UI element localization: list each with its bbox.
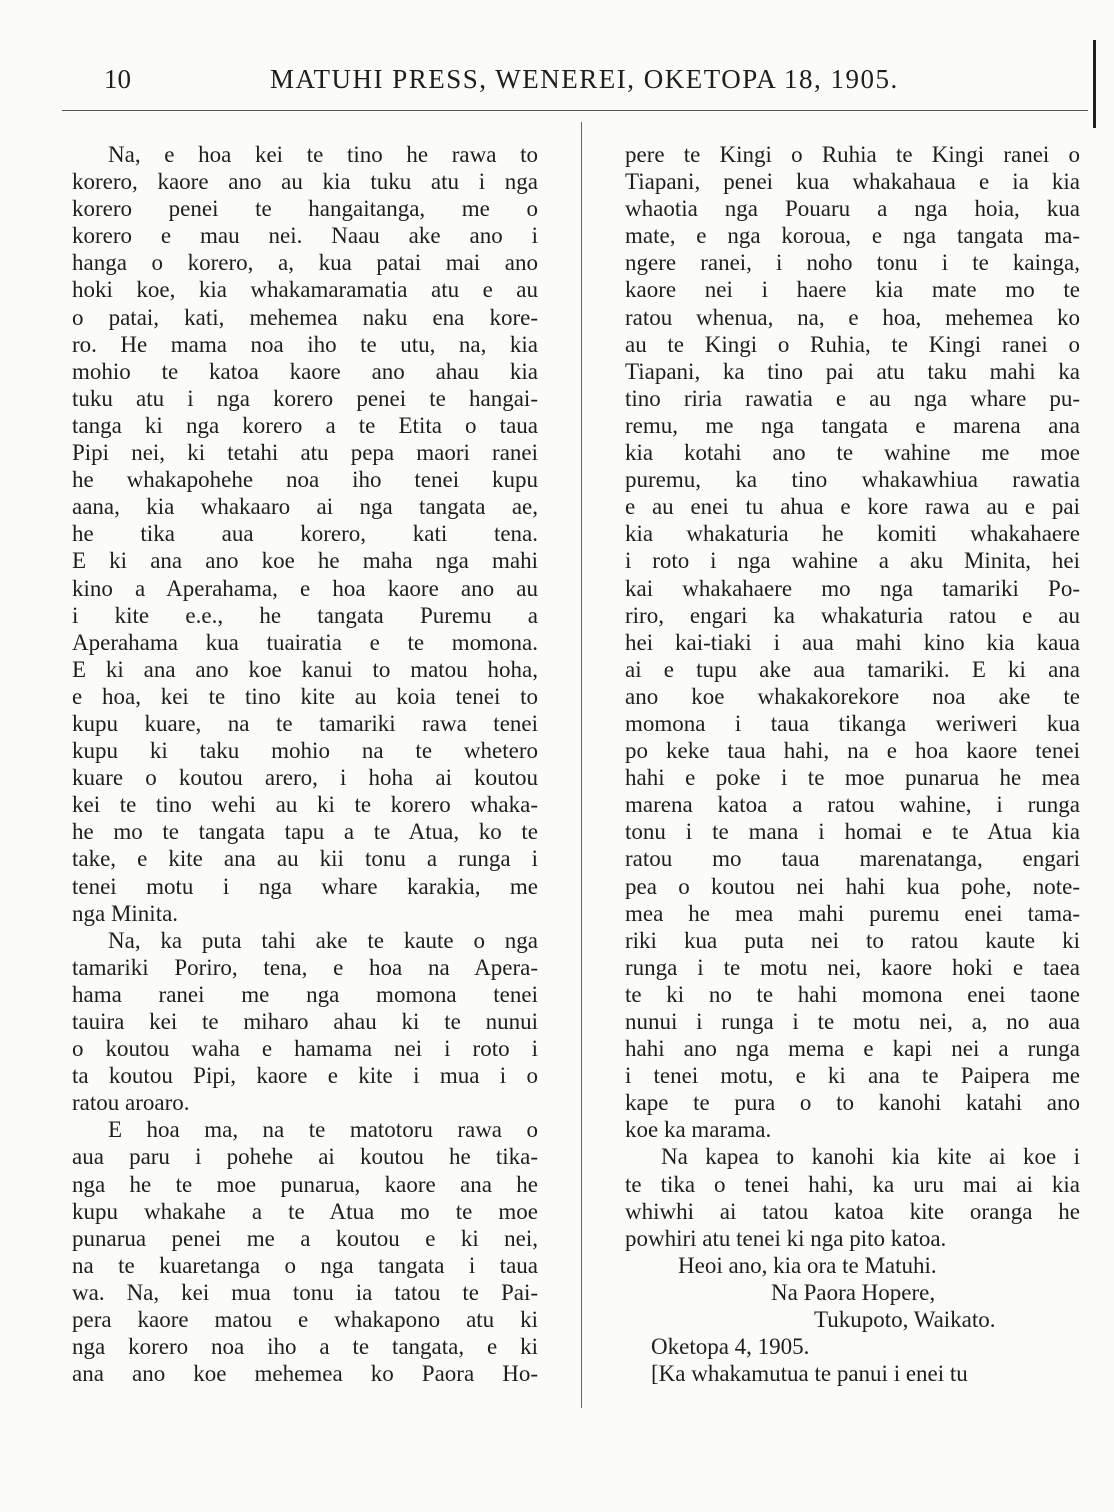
text-line: i roto i nga wahine a aku Minita, hei <box>625 548 1080 574</box>
text-line: E ki ana ano koe kanui to matou hoha, <box>72 656 538 682</box>
text-line: hoki koe, kia whakamaramatia atu e au <box>72 277 538 303</box>
text-line: nga he te moe punarua, kaore ana he <box>72 1171 538 1197</box>
text-line: aana, kia whakaaro ai nga tangata ae, <box>72 494 538 520</box>
text-line: kia kotahi ano te wahine me moe <box>625 440 1080 466</box>
text-line: puremu, ka tino whakawhiua rawatia <box>625 467 1080 493</box>
text-line: nunui i runga i te motu nei, a, no aua <box>625 1009 1080 1034</box>
text-line: pere te Kingi o Ruhia te Kingi ranei o <box>625 142 1080 167</box>
text-line: kupu kuare, na te tamariki rawa tenei <box>72 710 538 736</box>
text-line: nga Minita. <box>72 900 179 926</box>
text-line: te ki no te hahi momona enei taone <box>625 981 1080 1007</box>
signature-place: Tukupoto, Waikato. <box>814 1307 996 1333</box>
text-line: mohio te katoa kaore ano ahau kia <box>72 358 538 384</box>
text-line: ro. He mama noa iho te utu, na, kia <box>72 331 538 357</box>
right-paragraph-1 <box>625 141 1080 1143</box>
text-line: he tika aua korero, kati tena. <box>72 521 538 547</box>
text-line: tanga ki nga korero a te Etita o taua <box>72 412 538 438</box>
text-line: kaore nei i haere kia mate mo te <box>625 277 1080 303</box>
text-line: mate, e nga koroua, e nga tangata ma- <box>625 223 1080 249</box>
text-line: tuku atu i nga korero penei te hangai- <box>72 385 538 411</box>
text-line: take, e kite ana au kii tonu a runga i <box>72 846 538 872</box>
signature-name: Na Paora Hopere, <box>771 1279 936 1305</box>
text-line: ana ano koe mehemea ko Paora Ho- <box>72 1361 538 1387</box>
column-divider <box>581 122 582 1408</box>
text-line: hahi ano nga mema e kapi nei a runga <box>625 1036 1080 1062</box>
text-line: runga i te motu nei, kaore hoki e taea <box>625 954 1080 980</box>
text-line: kia whakaturia he komiti whakahaere <box>625 521 1080 547</box>
text-line: mea he mea mahi puremu enei tama- <box>625 900 1080 926</box>
text-line: tauira kei te miharo ahau ki te nunui <box>72 1009 538 1034</box>
text-line: koe ka marama. <box>625 1117 772 1143</box>
left-paragraph-3 <box>72 1116 538 1387</box>
text-line: whaotia nga Pouaru a nga hoia, kua <box>625 196 1080 222</box>
text-line: marena katoa a ratou wahine, i runga <box>625 792 1080 818</box>
letter-date: Oketopa 4, 1905. <box>651 1334 810 1360</box>
text-line: riki kua puta nei to ratou kaute ki <box>625 927 1080 953</box>
text-line: he whakapohehe noa iho tenei kupu <box>72 467 538 493</box>
text-line: i tenei motu, e ki ana te Paipera me <box>625 1063 1080 1089</box>
text-line: e au enei tu ahua e kore rawa au e pai <box>625 494 1080 520</box>
text-line: ngere ranei, i noho tonu i te kainga, <box>625 250 1080 276</box>
text-line: Pipi nei, ki tetahi atu pepa maori ranei <box>72 440 538 466</box>
text-line: kino a Aperahama, e hoa kaore ano au <box>72 575 538 601</box>
text-line: punarua penei me a koutou e ki nei, <box>72 1225 538 1251</box>
text-line: te tika o tenei hahi, ka uru mai ai kia <box>625 1171 1080 1197</box>
text-line: o koutou waha e hamama nei i roto i <box>72 1036 538 1062</box>
text-line: nga korero noa iho a te tangata, e ki <box>72 1334 538 1360</box>
text-line: riro, engari ka whakaturia ratou e au <box>625 602 1080 628</box>
text-line: he mo te tangata tapu a te Atua, ko te <box>72 819 538 845</box>
text-line: powhiri atu tenei ki nga pito katoa. <box>625 1225 947 1251</box>
text-line: Aperahama kua tuairatia e te momona. <box>72 629 538 655</box>
text-line: hei kai-tiaki i aua mahi kino kia kaua <box>625 629 1080 655</box>
text-line: ai e tupu ake aua tamariki. E ki ana <box>625 656 1080 682</box>
text-line: ratou aroaro. <box>72 1090 190 1116</box>
text-line: kupu ki taku mohio na te whetero <box>72 738 538 764</box>
text-line: kape te pura o to kanohi katahi ano <box>625 1090 1080 1116</box>
text-line: ano koe whakakorekore noa ake te <box>625 683 1080 709</box>
text-line: po keke taua hahi, na e hoa kaore tenei <box>625 738 1080 764</box>
text-line: ratou whenua, na, e hoa, mehemea ko <box>625 304 1080 330</box>
text-line: korero, kaore ano au kia tuku atu i nga <box>72 169 538 195</box>
text-line: hahi e poke i te moe punarua he mea <box>625 765 1080 791</box>
text-line: E ki ana ano koe he maha nga mahi <box>72 548 538 574</box>
text-line: Na, e hoa kei te tino he rawa to <box>108 142 538 167</box>
text-line: tonu i te mana i homai e te Atua kia <box>625 819 1080 845</box>
text-line: Na kapea to kanohi kia kite ai koe i <box>661 1144 1080 1170</box>
text-line: tenei motu i nga whare karakia, me <box>72 873 538 899</box>
trailing-note: [Ka whakamutua te panui i enei tu <box>651 1361 968 1387</box>
masthead-title: MATUHI PRESS, WENEREI, OKETOPA 18, 1905. <box>270 64 899 94</box>
text-line: kupu whakahe a te Atua mo te moe <box>72 1198 538 1224</box>
text-line: na te kuaretanga o nga tangata i taua <box>72 1252 538 1278</box>
text-line: ta koutou Pipi, kaore e kite i mua i o <box>72 1063 538 1089</box>
text-line: whiwhi ai tatou katoa kite oranga he <box>625 1198 1080 1224</box>
text-line: korero penei te hangaitanga, me o <box>72 196 538 222</box>
text-line: o patai, kati, mehemea naku ena kore- <box>72 304 538 330</box>
closing-line: Heoi ano, kia ora te Matuhi. <box>678 1252 937 1278</box>
text-line: wa. Na, kei mua tonu ia tatou te Pai- <box>72 1279 538 1305</box>
text-line: e hoa, kei te tino kite au koia tenei to <box>72 683 538 709</box>
text-line: tamariki Poriro, tena, e hoa na Apera- <box>72 954 538 980</box>
left-paragraph-1 <box>72 141 538 927</box>
right-column <box>625 141 1080 1387</box>
page-edge-rule <box>1093 40 1096 128</box>
text-line: hama ranei me nga momona tenei <box>72 981 538 1007</box>
text-line: hanga o korero, a, kua patai mai ano <box>72 250 538 276</box>
text-line: E hoa ma, na te matotoru rawa o <box>108 1117 538 1143</box>
text-line: ratou mo taua marenatanga, engari <box>625 846 1080 872</box>
text-line: momona i taua tikanga weriweri kua <box>625 710 1080 736</box>
text-line: Tiapani, penei kua whakahaua e ia kia <box>625 169 1080 195</box>
text-line: kei te tino wehi au ki te korero whaka- <box>72 792 538 818</box>
text-line: au te Kingi o Ruhia, te Kingi ranei o <box>625 331 1080 357</box>
right-paragraph-2 <box>625 1143 1080 1251</box>
left-column <box>72 141 538 1387</box>
text-line: remu, me nga tangata e marena ana <box>625 412 1080 438</box>
text-line: kuare o koutou arero, i hoha ai koutou <box>72 765 538 791</box>
text-line: Na, ka puta tahi ake te kaute o nga <box>108 927 538 953</box>
page-number: 10 <box>104 64 131 94</box>
left-paragraph-2 <box>72 927 538 1117</box>
text-line: Tiapani, ka tino pai atu taku mahi ka <box>625 358 1080 384</box>
text-line: pea o koutou nei hahi kua pohe, note- <box>625 873 1080 899</box>
text-line: aua paru i pohehe ai koutou he tika- <box>72 1144 538 1170</box>
text-line: tino riria rawatia e au nga whare pu- <box>625 385 1080 411</box>
text-line: korero e mau nei. Naau ake ano i <box>72 223 538 249</box>
text-line: pera kaore matou e whakapono atu ki <box>72 1307 538 1333</box>
text-line: i kite e.e., he tangata Puremu a <box>72 602 538 628</box>
text-line: kai whakahaere mo nga tamariki Po- <box>625 575 1080 601</box>
header-rule <box>62 110 1088 111</box>
